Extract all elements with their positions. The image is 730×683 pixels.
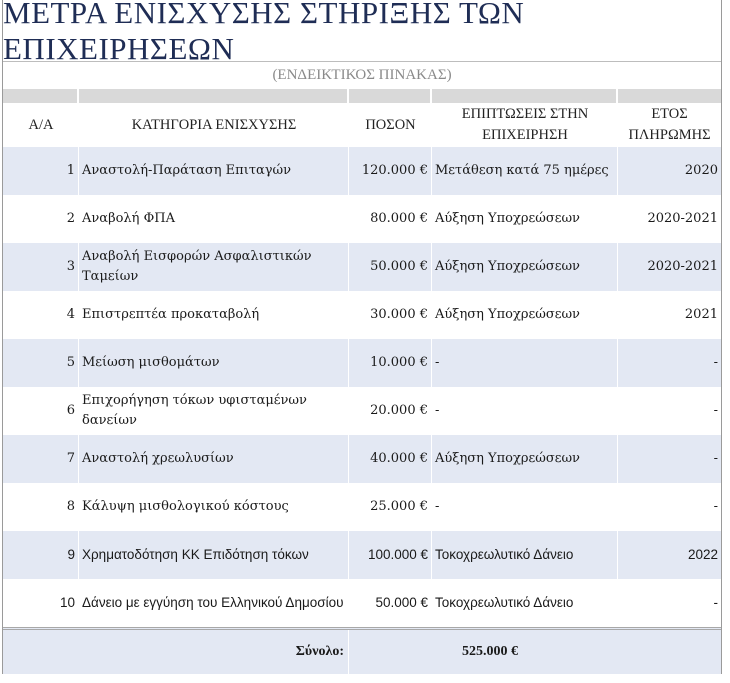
row-number: 6 bbox=[3, 387, 79, 435]
row-category: Μείωση μισθομάτων bbox=[79, 339, 349, 387]
row-amount: 80.000 € bbox=[349, 195, 432, 243]
total-value: 525.000 € bbox=[462, 644, 518, 659]
total-label: Σύνολο: bbox=[3, 630, 349, 674]
table-row bbox=[3, 291, 721, 339]
row-category: Αναστολή χρεωλυσίων bbox=[79, 435, 349, 483]
support-measures-table bbox=[2, 0, 722, 674]
row-year: 2020 bbox=[618, 147, 721, 195]
row-category: Χρηματοδότηση ΚΚ Επιδότηση τόκων bbox=[79, 531, 349, 579]
row-amount: 10.000 € bbox=[349, 339, 432, 387]
row-effects: Αύξηση Υποχρεώσεων bbox=[432, 291, 618, 339]
band-cell bbox=[432, 89, 618, 103]
row-effects: Τοκοχρεωλυτικό Δάνειο bbox=[432, 579, 618, 627]
row-amount: 20.000 € bbox=[349, 387, 432, 435]
table-row bbox=[3, 531, 721, 579]
band-cell bbox=[618, 89, 721, 103]
row-effects: Αύξηση Υποχρεώσεων bbox=[432, 243, 618, 291]
page-subtitle: (ΕΝΔΕΙΚΤΙΚΟΣ ΠΙΝΑΚΑΣ) bbox=[272, 67, 452, 83]
table-row bbox=[3, 387, 721, 435]
table-row bbox=[3, 579, 721, 627]
row-number: 2 bbox=[3, 195, 79, 243]
row-category: Αναβολή Εισφορών Ασφαλιστικών Ταμείων bbox=[79, 243, 349, 291]
row-amount: 120.000 € bbox=[349, 147, 432, 195]
col-header-amount: ΠΟΣΟΝ bbox=[349, 103, 432, 147]
row-number: 10 bbox=[3, 579, 79, 627]
col-header-effects: ΕΠΙΠΤΩΣΕΙΣ ΣΤΗΝ ΕΠΙΧΕΙΡΗΣΗ bbox=[432, 103, 618, 147]
col-header-year: ΕΤΟΣ ΠΛΗΡΩΜΗΣ bbox=[618, 103, 721, 147]
row-year: 2022 bbox=[618, 531, 721, 579]
row-year: - bbox=[618, 579, 721, 627]
row-amount: 100.000 € bbox=[349, 531, 432, 579]
row-year: - bbox=[618, 483, 721, 531]
row-category: Δάνειο με εγγύηση του Ελληνικού Δημοσίου bbox=[79, 579, 349, 627]
row-year: 2020-2021 bbox=[618, 243, 721, 291]
row-category: Αναστολή-Παράταση Επιταγών bbox=[79, 147, 349, 195]
row-year: 2020-2021 bbox=[618, 195, 721, 243]
row-number: 7 bbox=[3, 435, 79, 483]
row-category: Επιστρεπτέα προκαταβολή bbox=[79, 291, 349, 339]
col-header-category: ΚΑΤΗΓΟΡΙΑ ΕΝΙΣΧΥΣΗΣ bbox=[79, 103, 349, 147]
row-number: 8 bbox=[3, 483, 79, 531]
page-title: ΜΕΤΡΑ ΕΝΙΣΧΥΣΗΣ ΣΤΗΡΙΞΗΣ ΤΩΝ ΕΠΙΧΕΙΡΗΣΕΩΝ bbox=[3, 0, 721, 62]
band-cell bbox=[3, 89, 79, 103]
row-amount: 50.000 € bbox=[349, 243, 432, 291]
table-row bbox=[3, 147, 721, 195]
band-cell bbox=[79, 89, 349, 103]
total-row bbox=[3, 627, 721, 674]
row-amount: 50.000 € bbox=[349, 579, 432, 627]
header-band bbox=[3, 89, 721, 103]
table-row bbox=[3, 483, 721, 531]
table-row bbox=[3, 339, 721, 387]
row-effects: Μετάθεση κατά 75 ημέρες bbox=[432, 147, 618, 195]
row-category: Αναβολή ΦΠΑ bbox=[79, 195, 349, 243]
row-year: - bbox=[618, 387, 721, 435]
row-category: Επιχορήγηση τόκων υφισταμένων δανείων bbox=[79, 387, 349, 435]
row-effects: - bbox=[432, 387, 618, 435]
row-number: 5 bbox=[3, 339, 79, 387]
row-category: Κάλυψη μισθολογικού κόστους bbox=[79, 483, 349, 531]
row-number: 9 bbox=[3, 531, 79, 579]
band-cell bbox=[349, 89, 432, 103]
row-year: - bbox=[618, 435, 721, 483]
row-effects: Αύξηση Υποχρεώσεων bbox=[432, 435, 618, 483]
table-row bbox=[3, 435, 721, 483]
col-header-aa: Α/Α bbox=[3, 103, 79, 147]
row-number: 3 bbox=[3, 243, 79, 291]
row-number: 4 bbox=[3, 291, 79, 339]
row-effects: Αύξηση Υποχρεώσεων bbox=[432, 195, 618, 243]
row-effects: - bbox=[432, 339, 618, 387]
column-headers bbox=[3, 103, 721, 147]
row-year: 2021 bbox=[618, 291, 721, 339]
row-effects: Τοκοχρεωλυτικό Δάνειο bbox=[432, 531, 618, 579]
row-year: - bbox=[618, 339, 721, 387]
row-amount: 40.000 € bbox=[349, 435, 432, 483]
row-number: 1 bbox=[3, 147, 79, 195]
row-amount: 25.000 € bbox=[349, 483, 432, 531]
row-amount: 30.000 € bbox=[349, 291, 432, 339]
row-effects: - bbox=[432, 483, 618, 531]
table-row bbox=[3, 243, 721, 291]
table-row bbox=[3, 195, 721, 243]
